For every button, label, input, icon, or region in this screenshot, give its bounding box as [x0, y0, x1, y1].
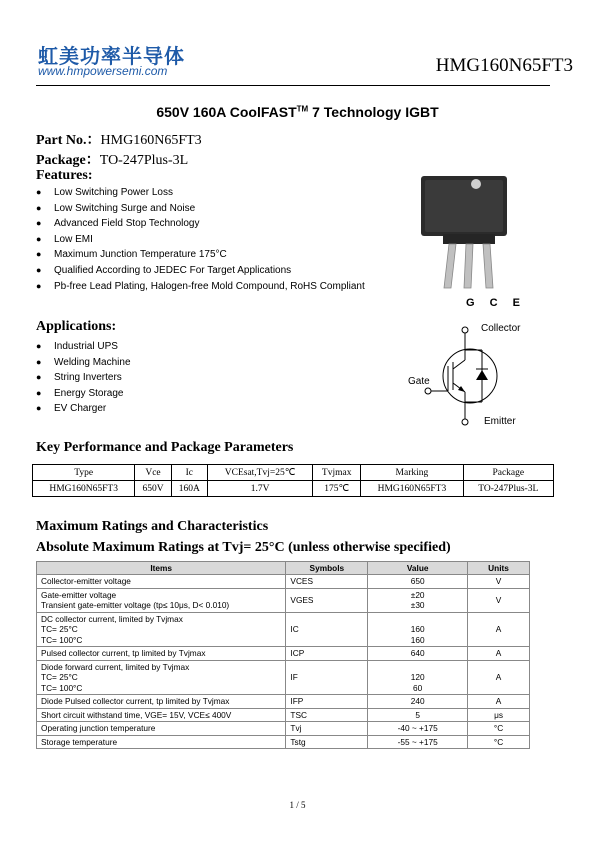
rating-item-line: Operating junction temperature — [41, 723, 156, 733]
rating-item-line: Collector-emitter voltage — [41, 576, 131, 586]
rating-symbol-cell: IC — [286, 612, 368, 647]
applications-list — [36, 341, 131, 419]
rating-item-line: DC collector current, limited by Tvjmax — [41, 613, 183, 624]
abs-max-header-cell: Units — [468, 562, 530, 575]
rating-value-cell — [368, 588, 468, 612]
title-tm: TM — [296, 104, 309, 114]
rating-value-line: ±20 — [410, 589, 425, 600]
rating-symbol-cell: IF — [286, 660, 368, 695]
rating-value-cell — [368, 708, 468, 722]
abs-max-row — [37, 588, 530, 612]
abs-max-header-cell: Value — [368, 562, 468, 575]
abs-max-row — [37, 612, 530, 647]
rating-item-line: Pulsed collector current, tp limited by Tvjmax — [41, 648, 206, 658]
feature-item: ● Low Switching Power Loss — [36, 187, 365, 203]
key-params-header-cell: Type — [33, 465, 135, 481]
part-no-label: Part No.： — [36, 133, 101, 148]
key-params-cell: 650V — [135, 481, 171, 497]
header-divider — [36, 85, 550, 86]
rating-symbol-cell: Tstg — [286, 735, 368, 749]
key-params-header-cell: Tvjmax — [313, 465, 361, 481]
rating-value-line — [372, 662, 463, 673]
rating-value-cell — [368, 722, 468, 736]
pin-gate-label: Gate — [408, 376, 430, 387]
key-params-header-row — [33, 465, 554, 481]
max-ratings-heading: Maximum Ratings and Characteristics — [36, 519, 269, 534]
rating-unit-cell: °C — [468, 722, 530, 736]
rating-symbol-cell: VCES — [286, 575, 368, 589]
abs-max-heading: Absolute Maximum Ratings at Tvj= 25°C (unless otherwise specified) — [36, 540, 451, 555]
pin-labels: G C E — [466, 297, 520, 309]
key-params-cell: TO-247Plus-3L — [463, 481, 553, 497]
key-params-table — [32, 464, 554, 497]
application-item: ● Energy Storage — [36, 388, 131, 404]
abs-max-row — [37, 722, 530, 736]
key-params-header-cell: Marking — [361, 465, 463, 481]
rating-value-cell — [368, 647, 468, 661]
title-rest: 7 Technology IGBT — [308, 104, 439, 120]
rating-value-cell — [368, 575, 468, 589]
rating-value-cell — [368, 735, 468, 749]
key-params-cell: HMG160N65FT3 — [361, 481, 463, 497]
rating-unit-cell: V — [468, 575, 530, 589]
rating-unit-cell: A — [468, 695, 530, 709]
rating-unit-cell: V — [468, 588, 530, 612]
rating-symbol-cell: TSC — [286, 708, 368, 722]
key-params-cell: HMG160N65FT3 — [33, 481, 135, 497]
rating-item-cell — [37, 660, 286, 695]
feature-item: ● Advanced Field Stop Technology — [36, 218, 365, 234]
rating-item-line: TC= 25°C — [41, 624, 78, 634]
rating-value-line: 640 — [410, 648, 425, 658]
rating-value-line: 5 — [415, 709, 420, 720]
rating-symbol-cell: ICP — [286, 647, 368, 661]
abs-max-row — [37, 647, 530, 661]
rating-unit-cell: A — [468, 647, 530, 661]
rating-item-cell — [37, 612, 286, 647]
application-item: ● String Inverters — [36, 372, 131, 388]
rating-item-cell — [37, 695, 286, 709]
key-params-cell: 175℃ — [313, 481, 361, 497]
rating-value-line: -55 ~ +175 — [397, 736, 438, 747]
abs-max-row — [37, 575, 530, 589]
application-item: ● Welding Machine — [36, 357, 131, 373]
abs-max-row — [37, 660, 530, 695]
rating-value-line: -40 ~ +175 — [397, 723, 438, 733]
rating-value-cell — [368, 660, 468, 695]
key-params-heading: Key Performance and Package Parameters — [36, 440, 294, 455]
feature-item: ● Low EMI — [36, 234, 365, 250]
application-item: ● Industrial UPS — [36, 341, 131, 357]
rating-value-line: 240 — [410, 696, 425, 706]
rating-value-cell — [368, 612, 468, 647]
rating-item-cell — [37, 647, 286, 661]
rating-item-line: TC= 100°C — [41, 682, 83, 693]
abs-max-header-cell: Items — [37, 562, 286, 575]
rating-unit-cell: A — [468, 612, 530, 647]
key-params-cell: 1.7V — [207, 481, 312, 497]
applications-heading: Applications: — [36, 319, 117, 334]
key-params-header-cell: Ic — [171, 465, 207, 481]
rating-item-line: Storage temperature — [41, 736, 118, 747]
rating-unit-cell: A — [468, 660, 530, 695]
rating-value-cell — [368, 695, 468, 709]
package-label: Package： — [36, 153, 100, 168]
pin-collector-label: Collector — [481, 323, 521, 334]
part-no-line — [36, 129, 202, 149]
rating-value-line — [372, 614, 463, 625]
rating-item-line: Transient gate-emitter voltage (tp≤ 10μs, D< 0.010) — [41, 600, 230, 610]
rating-item-line: Diode forward current, limited by Tvjmax — [41, 661, 190, 672]
features-list — [36, 187, 365, 296]
feature-item: ● Pb-free Lead Plating, Halogen-free Mold Compound, RoHS Compliant — [36, 281, 365, 297]
rating-item-cell — [37, 708, 286, 722]
header-part-number: HMG160N65FT3 — [435, 55, 573, 76]
package-line — [36, 149, 188, 169]
rating-value-line: 120 — [410, 672, 425, 682]
page-number: 1 / 5 — [289, 800, 306, 810]
document-title — [0, 104, 595, 120]
pin-emitter-label: Emitter — [484, 416, 516, 427]
key-params-header-cell: VCEsat,Tvj=25℃ — [207, 465, 312, 481]
rating-unit-cell: °C — [468, 735, 530, 749]
feature-item: ● Qualified According to JEDEC For Target Applications — [36, 265, 365, 281]
rating-value-line: ±30 — [410, 600, 425, 610]
rating-item-cell — [37, 588, 286, 612]
key-params-header-cell: Vce — [135, 465, 171, 481]
rating-symbol-cell: Tvj — [286, 722, 368, 736]
key-params-header-cell: Package — [463, 465, 553, 481]
application-item: ● EV Charger — [36, 403, 131, 419]
rating-unit-cell: μs — [468, 708, 530, 722]
rating-item-line: Short circuit withstand time, VGE= 15V, VCE≤ 400V — [41, 709, 232, 720]
abs-max-row — [37, 695, 530, 709]
title-main: 650V 160A CoolFAST — [156, 104, 297, 120]
feature-item: ● Maximum Junction Temperature 175°C — [36, 249, 365, 265]
rating-value-line: 160 — [410, 634, 425, 645]
key-params-cell: 160A — [171, 481, 207, 497]
abs-max-header-row — [37, 562, 530, 575]
rating-item-line: Gate-emitter voltage — [41, 589, 117, 600]
company-logo-cn: 虹美功率半导体 — [38, 44, 185, 68]
rating-item-cell — [37, 575, 286, 589]
rating-value-line: 60 — [413, 682, 423, 693]
rating-symbol-cell: VGES — [286, 588, 368, 612]
abs-max-row — [37, 708, 530, 722]
company-url: www.hmpowersemi.com — [38, 64, 168, 78]
rating-item-cell — [37, 735, 286, 749]
abs-max-ratings-table — [36, 561, 530, 749]
key-params-row — [33, 481, 554, 497]
rating-item-cell — [37, 722, 286, 736]
abs-max-row — [37, 735, 530, 749]
feature-item: ● Low Switching Surge and Noise — [36, 203, 365, 219]
rating-item-line: TC= 25°C — [41, 672, 78, 682]
package-image — [413, 170, 523, 290]
rating-value-line: 160 — [410, 624, 425, 634]
abs-max-header-cell: Symbols — [286, 562, 368, 575]
rating-item-line: TC= 100°C — [41, 634, 83, 645]
features-heading: Features: — [36, 168, 93, 183]
part-no-value: HMG160N65FT3 — [100, 133, 202, 148]
rating-value-line: 650 — [410, 576, 425, 586]
rating-item-line: Diode Pulsed collector current, tp limited by Tvjmax — [41, 696, 230, 706]
package-value: TO-247Plus-3L — [99, 153, 189, 168]
rating-symbol-cell: IFP — [286, 695, 368, 709]
